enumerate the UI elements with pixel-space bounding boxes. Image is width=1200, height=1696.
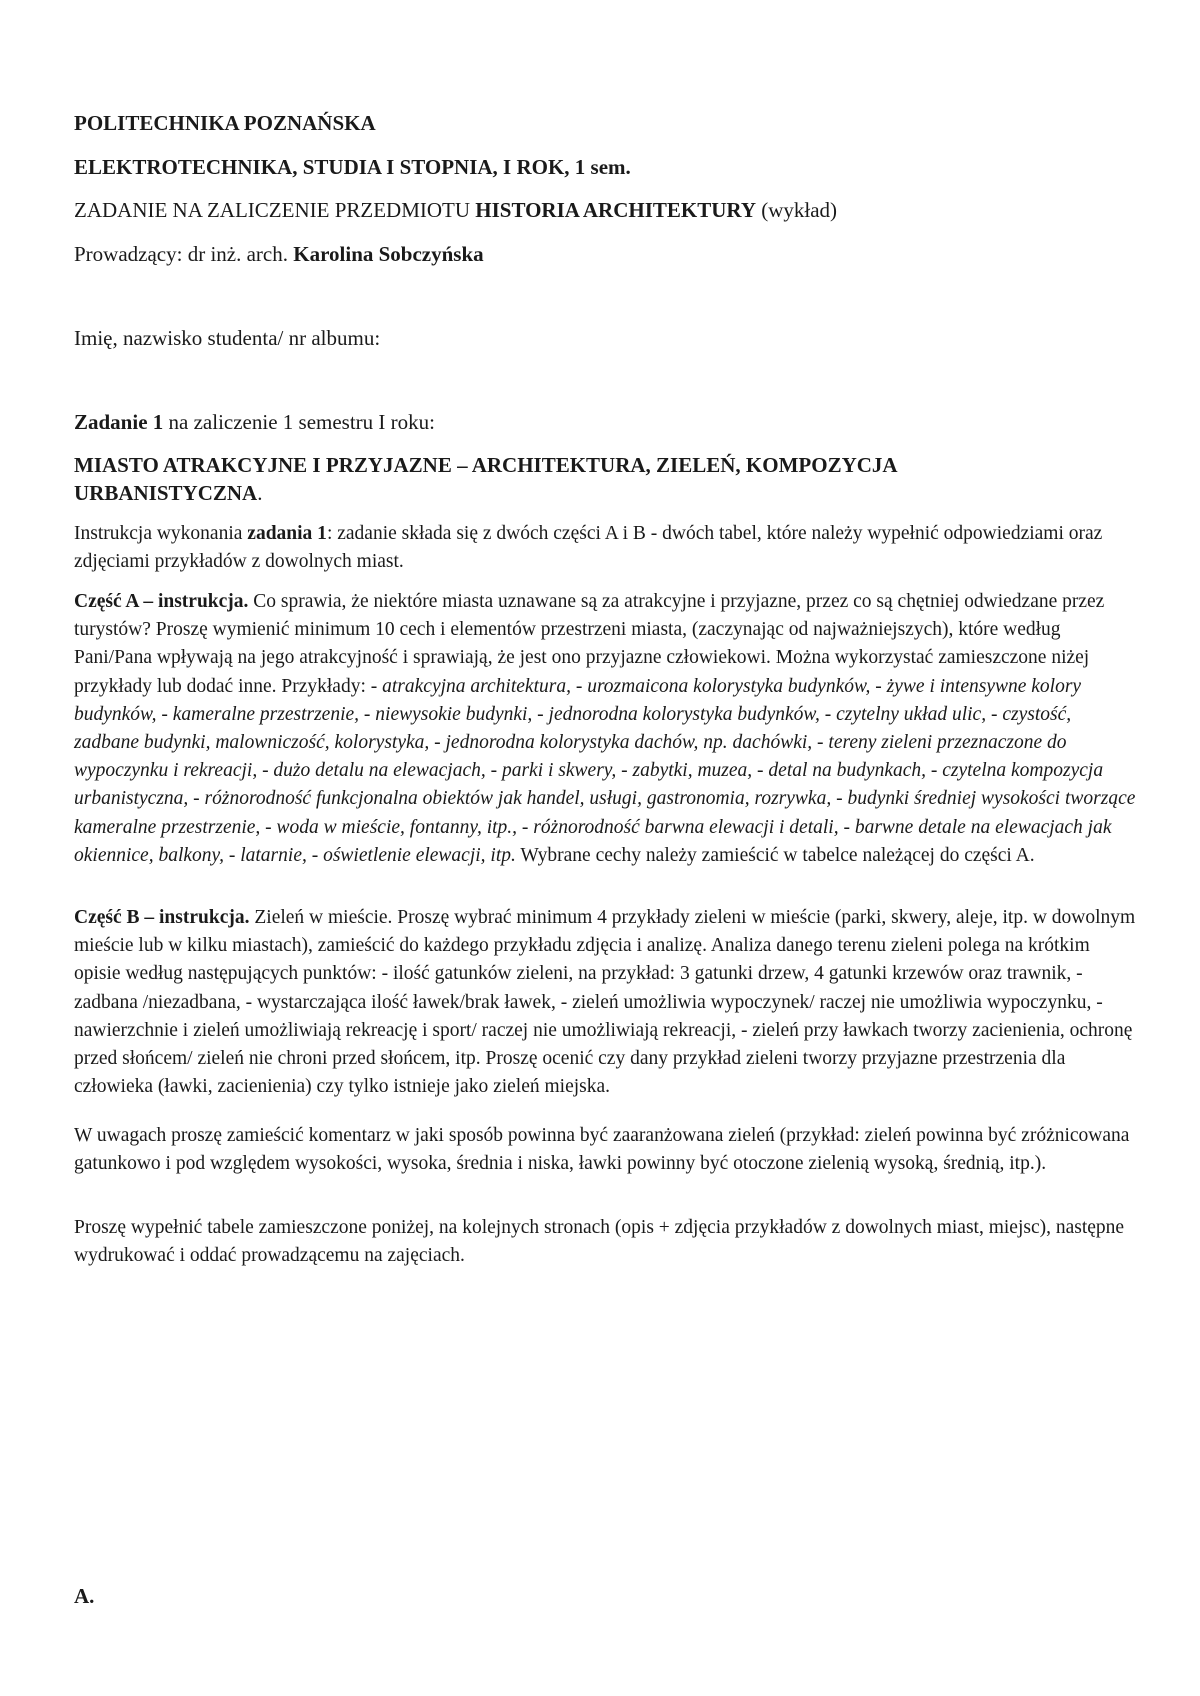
course-suffix: (wykład) [755, 198, 838, 222]
part-b-label: Część B – instrukcja. [74, 907, 250, 928]
remarks-paragraph: W uwagach proszę zamieścić komentarz w jaki sposób powinna być zaaranżowana zieleń (przykład: zieleń powinna być zróżnicowana gatunkowo i pod względem wysokości, wysoka, średnia i niska, ławki powinny być otoczone zielenią wysoką, średnią, itp.). [74, 1125, 1130, 1175]
task-heading [74, 408, 435, 436]
instruction-bold: zadania 1 [247, 523, 327, 544]
section-a-marker: A. [74, 1584, 95, 1608]
program-line: ELEKTROTECHNIKA, STUDIA I STOPNIA, I ROK, 1 sem. [74, 155, 631, 179]
part-b-paragraph [74, 904, 1136, 1101]
instruction-paragraph [74, 520, 1136, 576]
final-instruction-paragraph: Proszę wypełnić tabele zamieszczone poniżej, na kolejnych stronach (opis + zdjęcia przykładów z dowolnych miast, miejsc), następne wydrukować i oddać prowadzącemu na zajęciach. [74, 1217, 1125, 1267]
part-a-label: Część A – instrukcja. [74, 591, 249, 612]
part-a-examples: - atrakcyjna architektura, - urozmaicona kolorystyka budynków, - żywe i intensywne kolory budynków, - kameralne przestrzenie, - niewysokie budynki, - jednorodna kolorystyka budynków, - czytelny układ ulic, - czystość, zadbane budynki, malowniczość, kolorystyka, - jednorodna kolorystyka dachów, np. dachówki, - tereny zieleni przeznaczone do wypoczynku i rekreacji, - dużo detalu na elewacjach, - parki i skwery, - zabytki, muzea, - detal na budynkach, - czytelna kompozycja urbanistyczna, - różnorodność funkcjonalna obiektów jak handel, usługi, gastronomia, rozrywka, - budynki średniej wysokości tworzące kameralne przestrzenie, - woda w mieście, fontanny, itp., - różnorodność barwna elewacji i detali, - barwne detale na elewacjach jak okiennice, balkony, - latarnie, - oświetlenie elewacji, itp. [74, 675, 1136, 866]
task-title-dot: . [257, 481, 263, 505]
assignment-prefix: ZADANIE NA ZALICZENIE PRZEDMIOTU [74, 198, 476, 222]
instruction-text: : zadanie składa się z dwóch części A i B - dwóch tabel, które należy wypełnić odpowiedziami oraz zdjęciami przykładów z dowolnych miast. [74, 523, 1103, 573]
instruction-prefix: Instrukcja wykonania [74, 523, 248, 544]
course-name: HISTORIA ARCHITEKTURY [475, 198, 756, 222]
part-a-closing: Wybrane cechy należy zamieścić w tabelce należącej do części A. [515, 844, 1035, 866]
assignment-line [74, 196, 837, 224]
part-a-text: Co sprawia, że niektóre miasta uznawane są za atrakcyjne i przyjazne, przez co są chętniej odwiedzane przez turystów? Proszę wymienić minimum 10 cech i elementów przestrzeni miasta, (zaczynając od najważniejszych), które według Pani/Pana wpływają na jego atrakcyjność i sprawiają, że jest ono przyjazne człowiekowi. Można wykorzystać zamieszczone niżej przykłady lub dodać inne. Przykłady: [74, 591, 1105, 697]
instructor-line [74, 240, 484, 268]
instructor-name: Karolina Sobczyńska [293, 242, 484, 266]
university-name: POLITECHNIKA POZNAŃSKA [74, 111, 376, 135]
student-name-field: Imię, nazwisko studenta/ nr albumu: [74, 326, 381, 350]
part-a-paragraph [74, 588, 1136, 870]
task-label-suffix: na zaliczenie 1 semestru I roku: [163, 410, 435, 434]
part-b-text: Zieleń w mieście. Proszę wybrać minimum 4 przykłady zieleni w mieście (parki, skwery, aleje, itp. w dowolnym mieście lub w kilku miastach), zamieścić do każdego przykładu zdjęcia i analizę. Analiza danego terenu zieleni polega na krótkim opisie według następujących punktów: - ilość gatunków zieleni, na przykład: 3 gatunki drzew, 4 gatunki krzewów oraz trawnik, - zadbana /niezadbana, - wystarczająca ilość ławek/brak ławek, - zieleń umożliwia wypoczynek/ raczej nie umożliwia wypoczynku, - nawierzchnie i zieleń umożliwiają rekreację i sport/ raczej nie umożliwiają rekreacji, - zieleń przy ławkach tworzy zacienienia, ochronę przed słońcem/ zieleń nie chroni przed słońcem, itp. Proszę ocenić czy dany przykład zieleni tworzy przyjazne przestrzenia dla człowieka (ławki, zacienienia) czy tylko istnieje jako zieleń miejska. [74, 907, 1136, 1098]
task-title-text: MIASTO ATRAKCYJNE I PRZYJAZNE – ARCHITEKTURA, ZIELEŃ, KOMPOZYCJA URBANISTYCZNA [74, 453, 897, 505]
task-title [74, 451, 1074, 507]
task-label: Zadanie 1 [74, 410, 164, 434]
instructor-prefix: Prowadzący: dr inż. arch. [74, 242, 294, 266]
